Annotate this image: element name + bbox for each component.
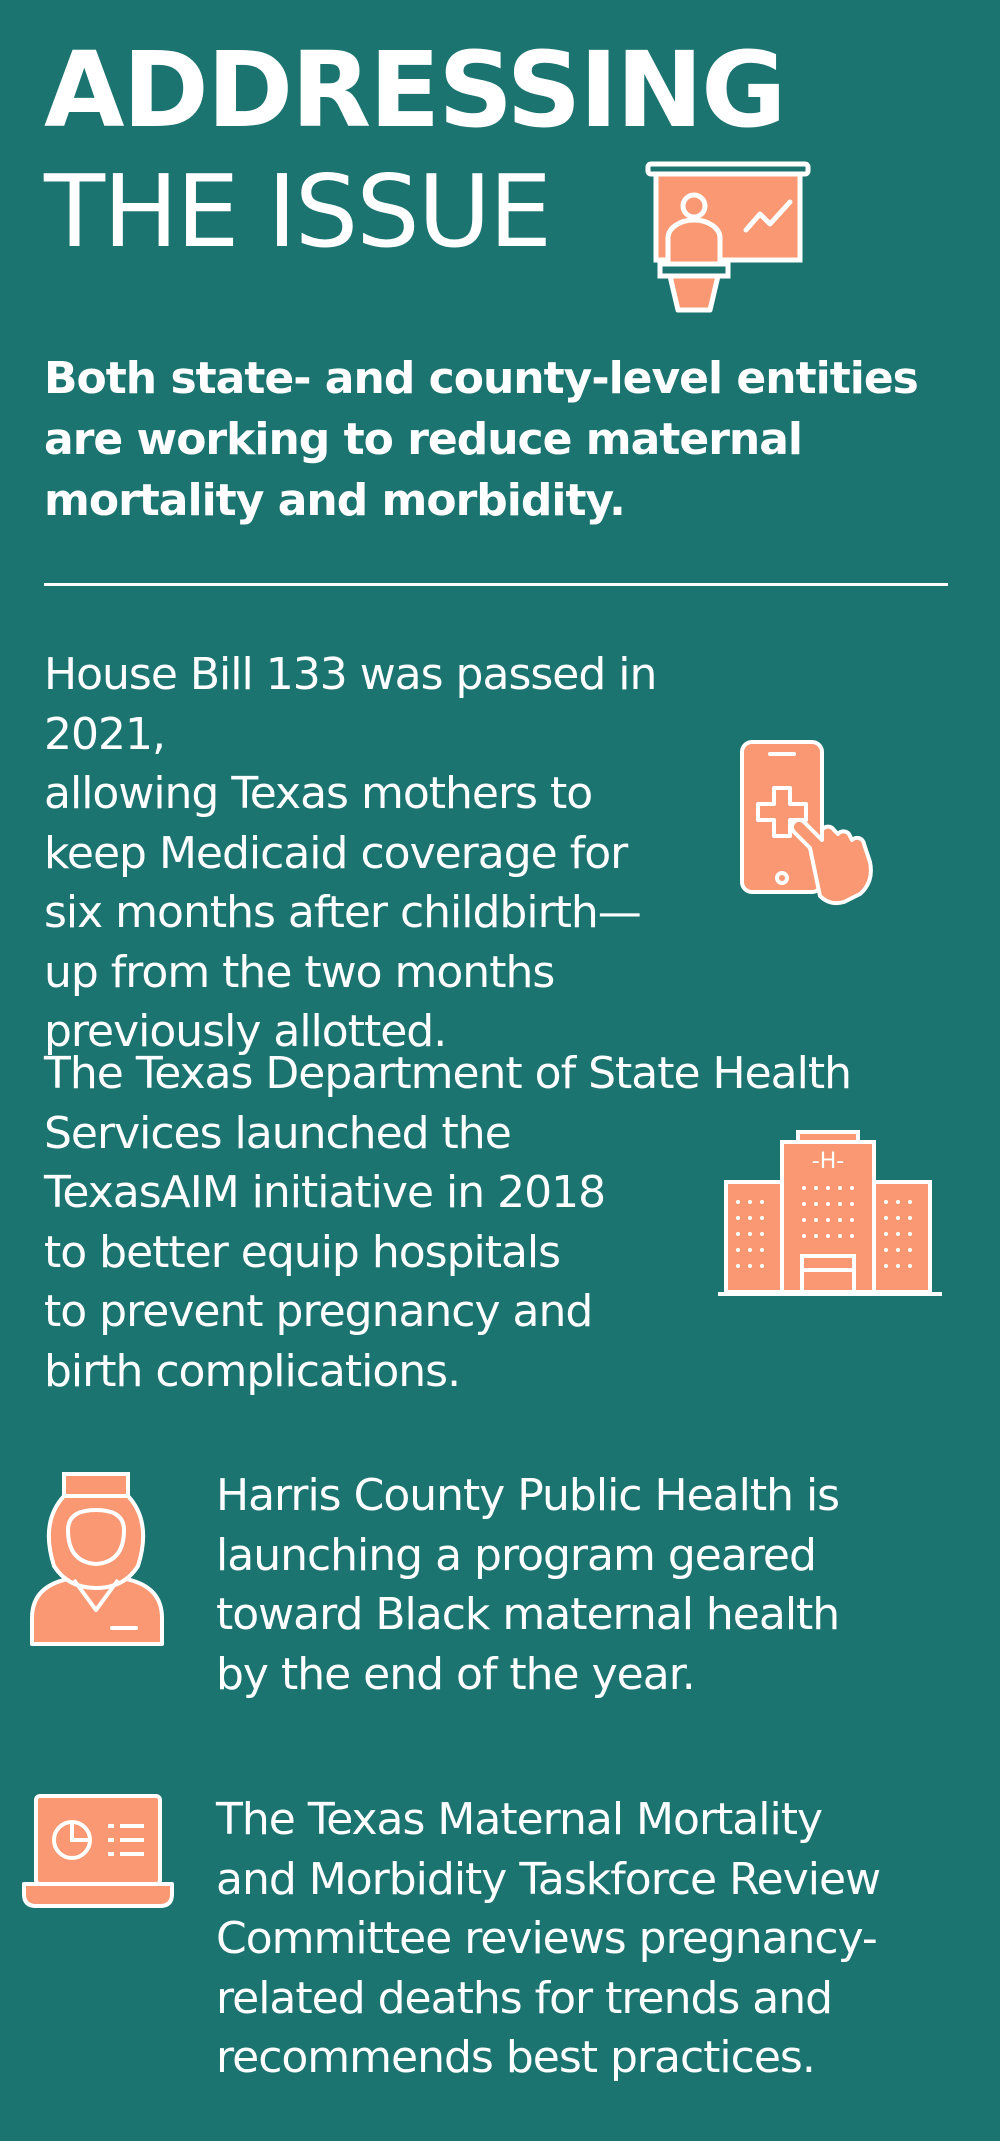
divider xyxy=(44,583,948,586)
svg-text:-H-: -H- xyxy=(811,1149,845,1174)
nurse-avatar-icon xyxy=(30,1470,164,1646)
laptop-chart-icon xyxy=(22,1792,174,1910)
item-text-taskforce: The Texas Maternal Mortality and Morbidity Taskforce Review Committee reviews pregnancy- related deaths for trends and recommends best practices. xyxy=(216,1794,881,2083)
item-text-texasaim: The Texas Department of State Health Services launched the TexasAIM initiative in 2018 to better equip hospitals to prevent pregnancy and birth complications. xyxy=(44,1048,852,1397)
item-text-house-bill: House Bill 133 was passed in 2021, allowing Texas mothers to keep Medicaid coverage for six months after childbirth— up from the two months previously allotted. xyxy=(44,649,657,1057)
title-line-1: ADDRESSING xyxy=(44,29,785,151)
presentation-icon xyxy=(646,160,812,314)
hospital-building-icon xyxy=(716,1128,944,1298)
title-line-2: THE ISSUE xyxy=(44,153,551,270)
item-text-harris-county: Harris County Public Health is launching a program geared toward Black maternal health by the end of the year. xyxy=(216,1470,840,1700)
intro-text: Both state- and county-level entities are working to reduce maternal mortality and morbidity. xyxy=(44,353,918,526)
smartphone-medical-icon xyxy=(738,738,874,902)
